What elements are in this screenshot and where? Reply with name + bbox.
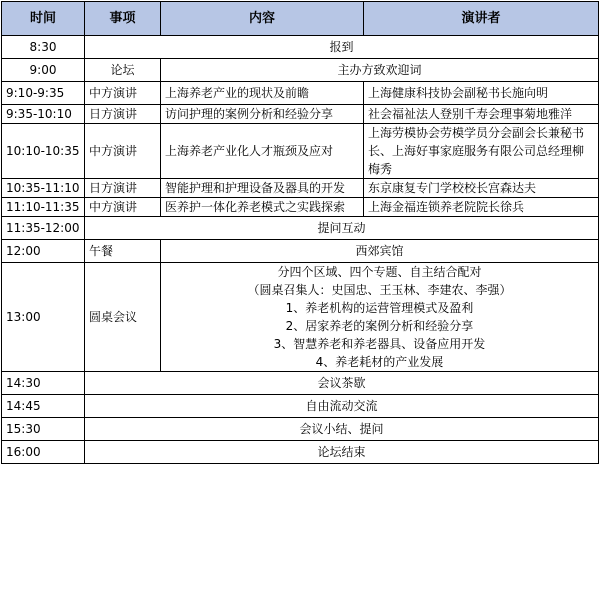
header-time: 时间 <box>2 2 85 36</box>
table-row <box>2 59 599 82</box>
table-row <box>2 198 599 217</box>
time-cell: 10:35-11:10 <box>2 179 85 198</box>
header-row <box>2 2 599 36</box>
event-cell: 自由流动交流 <box>85 395 599 418</box>
time-cell: 16:00 <box>2 441 85 464</box>
time-cell: 9:10-9:35 <box>2 82 85 105</box>
table-row <box>2 372 599 395</box>
table-row <box>2 217 599 240</box>
table-row <box>2 124 599 179</box>
content-cell: 上海养老产业的现状及前瞻 <box>161 82 364 105</box>
time-cell: 9:00 <box>2 59 85 82</box>
roundtable-line: 3、智慧养老和养老器具、设备应用开发 <box>273 337 486 351</box>
time-cell: 11:35-12:00 <box>2 217 85 240</box>
table-row <box>2 82 599 105</box>
event-cell: 西郊宾馆 <box>161 240 599 263</box>
item-cell: 午餐 <box>85 240 161 263</box>
table-row <box>2 395 599 418</box>
item-cell: 圆桌会议 <box>85 263 161 372</box>
item-cell: 日方演讲 <box>85 179 161 198</box>
roundtable-line: 分四个区域、四个专题、自主结合配对 <box>277 265 482 279</box>
table-row <box>2 36 599 59</box>
event-cell: 会议小结、提问 <box>85 418 599 441</box>
time-cell: 14:45 <box>2 395 85 418</box>
table-row <box>2 179 599 198</box>
content-cell: 上海养老产业化人才瓶颈及应对 <box>161 124 364 179</box>
header-speaker: 演讲者 <box>364 2 599 36</box>
roundtable-line: （圆桌召集人：史国忠、王玉林、李建农、李强） <box>247 283 512 297</box>
item-cell: 中方演讲 <box>85 124 161 179</box>
event-cell: 会议茶歇 <box>85 372 599 395</box>
event-cell: 主办方致欢迎词 <box>161 59 599 82</box>
speaker-cell: 社会福祉法人登别千寿会理事菊地雅洋 <box>364 105 599 124</box>
content-cell: 访问护理的案例分析和经验分享 <box>161 105 364 124</box>
header-content: 内容 <box>161 2 364 36</box>
time-cell: 11:10-11:35 <box>2 198 85 217</box>
roundtable-line: 1、养老机构的运营管理模式及盈利 <box>285 301 474 315</box>
speaker-cell: 上海金福连锁养老院院长徐兵 <box>364 198 599 217</box>
speaker-cell: 东京康复专门学校校长宫森达夫 <box>364 179 599 198</box>
time-cell: 8:30 <box>2 36 85 59</box>
time-cell: 12:00 <box>2 240 85 263</box>
header-item: 事项 <box>85 2 161 36</box>
roundtable-line: 2、居家养老的案例分析和经验分享 <box>285 319 474 333</box>
speaker-cell: 上海健康科技协会副秘书长施向明 <box>364 82 599 105</box>
speaker-cell: 上海劳模协会劳模学员分会副会长兼秘书长、上海好事家庭服务有限公司总经理柳梅秀 <box>364 124 599 179</box>
event-cell: 报到 <box>85 36 599 59</box>
time-cell: 14:30 <box>2 372 85 395</box>
item-cell: 中方演讲 <box>85 82 161 105</box>
event-cell: 提问互动 <box>85 217 599 240</box>
table-row <box>2 263 599 372</box>
time-cell: 15:30 <box>2 418 85 441</box>
event-cell: 论坛结束 <box>85 441 599 464</box>
time-cell: 13:00 <box>2 263 85 372</box>
item-cell: 日方演讲 <box>85 105 161 124</box>
roundtable-line: 4、养老耗材的产业发展 <box>315 355 444 369</box>
item-cell: 论坛 <box>85 59 161 82</box>
table-row <box>2 441 599 464</box>
table-row <box>2 105 599 124</box>
time-cell: 10:10-10:35 <box>2 124 85 179</box>
table-row <box>2 240 599 263</box>
time-cell: 9:35-10:10 <box>2 105 85 124</box>
content-cell: 医养护一体化养老模式之实践探索 <box>161 198 364 217</box>
schedule-table <box>1 1 599 464</box>
roundtable-cell <box>161 263 599 372</box>
table-row <box>2 418 599 441</box>
content-cell: 智能护理和护理设备及器具的开发 <box>161 179 364 198</box>
item-cell: 中方演讲 <box>85 198 161 217</box>
